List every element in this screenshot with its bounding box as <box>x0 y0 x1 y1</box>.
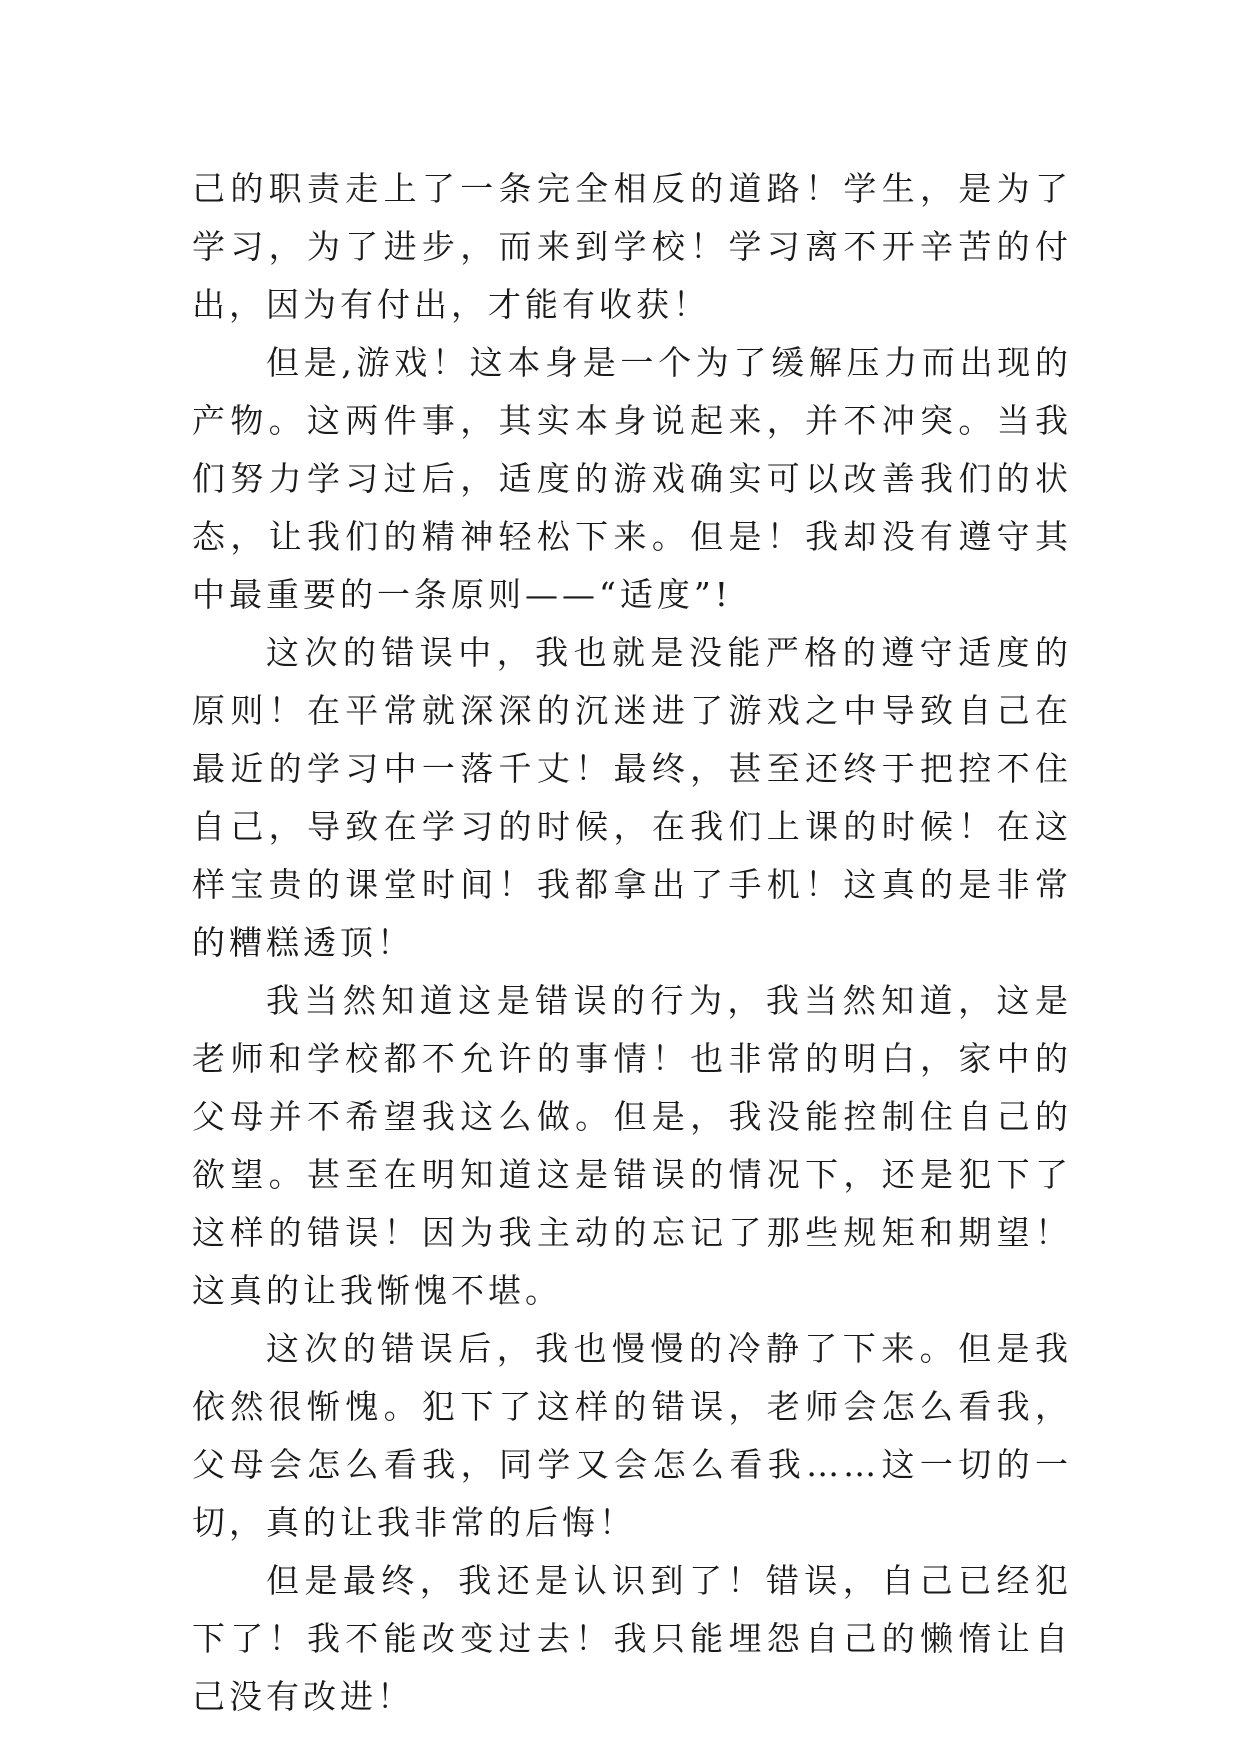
paragraph-5: 这次的错误后，我也慢慢的冷静了下来。但是我依然很惭愧。犯下了这样的错误，老师会怎么看我，父母会怎么看我，同学又会怎么看我……这一切的一切，真的让我非常的后悔！ <box>192 1329 1072 1542</box>
paragraph-4: 我当然知道这是错误的行为，我当然知道，这是老师和学校都不允许的事情！也非常的明白，家中的父母并不希望我这么做。但是，我没能控制住自己的欲望。甚至在明知道这是错误的情况下，还是犯下了这样的错误！因为我主动的忘记了那些规矩和期望！这真的让我惭愧不堪。 <box>192 981 1072 1310</box>
paragraph-6: 但是最终，我还是认识到了！错误，自己已经犯下了！我不能改变过去！我只能埋怨自己的懒惰让自己没有改进！ <box>192 1561 1072 1716</box>
paragraph-3: 这次的错误中，我也就是没能严格的遵守适度的原则！在平常就深深的沉迷进了游戏之中导致自己在最近的学习中一落千丈！最终，甚至还终于把控不住自己，导致在学习的时候，在我们上课的时候！在这样宝贵的课堂时间！我都拿出了手机！这真的是非常的糟糕透顶！ <box>192 633 1072 962</box>
document-body <box>192 160 1072 1726</box>
paragraph-1: 己的职责走上了一条完全相反的道路！学生，是为了学习，为了进步，而来到学校！学习离不开辛苦的付出，因为有付出，才能有收获！ <box>192 169 1072 324</box>
paragraph-2: 但是,游戏！这本身是一个为了缓解压力而出现的产物。这两件事，其实本身说起来，并不冲突。当我们努力学习过后，适度的游戏确实可以改善我们的状态，让我们的精神轻松下来。但是！我却没有遵守其中最重要的一条原则——“适度”! <box>192 343 1072 614</box>
